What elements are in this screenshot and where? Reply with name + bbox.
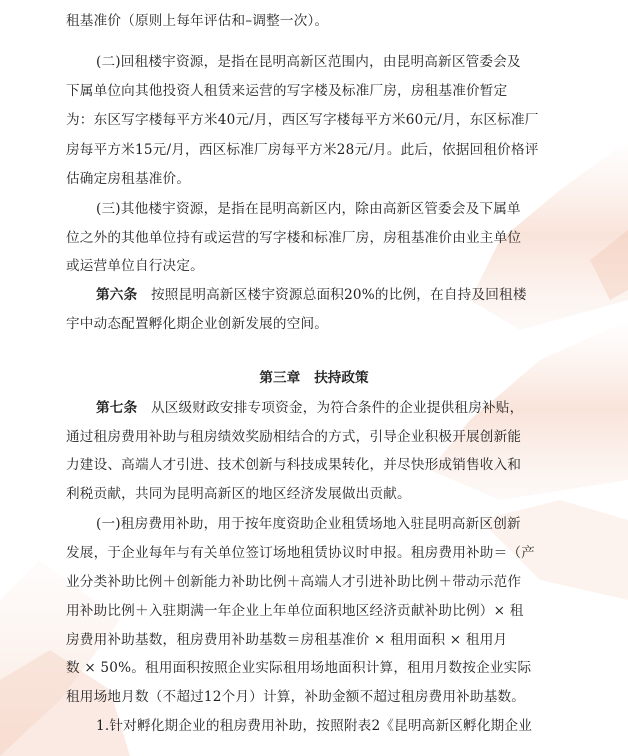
text-line: 房费用补助基数，租房费用补助基数＝房租基准价 × 租用面积 × 租用月 xyxy=(66,632,508,648)
chapter-number: 第三章 xyxy=(259,370,301,386)
article-line xyxy=(96,285,570,305)
text-line: 用补助比例＋入驻期满一年企业上年单位面积地区经济贡献补助比例）× 租 xyxy=(66,603,524,619)
text-line: 租用场地月数（不超过12个月）计算，补助金额不超过租房费用补助基数。 xyxy=(66,689,526,705)
text-line: 力建设、高端人才引进、技术创新与科技成果转化，并尽快形成销售收入和 xyxy=(66,457,522,473)
text-line: 或运营单位自行决定。 xyxy=(66,258,204,274)
article-text: 从区级财政安排专项资金，为符合条件的企业提供租房补贴， xyxy=(150,400,524,416)
text-line: 为：东区写字楼每平方米40元/月，西区写字楼每平方米60元/月，东区标准厂 xyxy=(66,112,539,128)
text-line: 发展，于企业每年与有关单位签订场地租赁协议时申报。租房费用补助＝（产 xyxy=(66,545,535,561)
chapter-title: 扶持政策 xyxy=(314,370,369,386)
article-line xyxy=(96,398,570,418)
text-line: 利税贡献，共同为昆明高新区的地区经济发展做出贡献。 xyxy=(66,486,411,502)
text-line: (一)租房费用补助，用于按年度资助企业租赁场地入驻昆明高新区创新 xyxy=(96,516,521,532)
article-text: 按照昆明高新区楼宇资源总面积20%的比例，在自持及回租楼 xyxy=(150,287,527,303)
text-line: 租基准价（原则上每年评估和–调整一次）。 xyxy=(66,13,329,29)
text-line: 通过租房费用补助与租房绩效奖励相结合的方式，引导企业积极开展创新能 xyxy=(66,429,522,445)
text-line: 房每平方米15元/月，西区标准厂房每平方米28元/月。此后，依据回租价格评 xyxy=(66,142,539,158)
text-line: 数 × 50%。租用面积按照企业实际租用场地面积计算，租用月数按企业实际 xyxy=(66,660,532,676)
text-line: 下属单位向其他投资人租赁来运营的写字楼及标准厂房，房租基准价暂定 xyxy=(66,83,508,99)
article-label: 第七条 xyxy=(96,400,138,416)
chapter-heading xyxy=(0,368,628,388)
text-line: (二)回租楼宇资源，是指在昆明高新区范围内，由昆明高新区管委会及 xyxy=(96,54,521,70)
text-line: 估确定房租基准价。 xyxy=(66,171,191,187)
text-line: (三)其他楼宇资源，是指在昆明高新区内，除由高新区管委会及下属单 xyxy=(96,201,521,217)
text-line: 宇中动态配置孵化期企业创新发展的空间。 xyxy=(66,316,329,332)
text-line: 1.针对孵化期企业的租房费用补助，按照附表2《昆明高新区孵化期企业 xyxy=(96,718,533,734)
text-line: 业分类补助比例＋创新能力补助比例＋高端人才引进补助比例＋带动示范作 xyxy=(66,574,522,590)
article-label: 第六条 xyxy=(96,287,138,303)
text-line: 位之外的其他单位持有或运营的写字楼和标准厂房，房租基准价由业主单位 xyxy=(66,230,522,246)
